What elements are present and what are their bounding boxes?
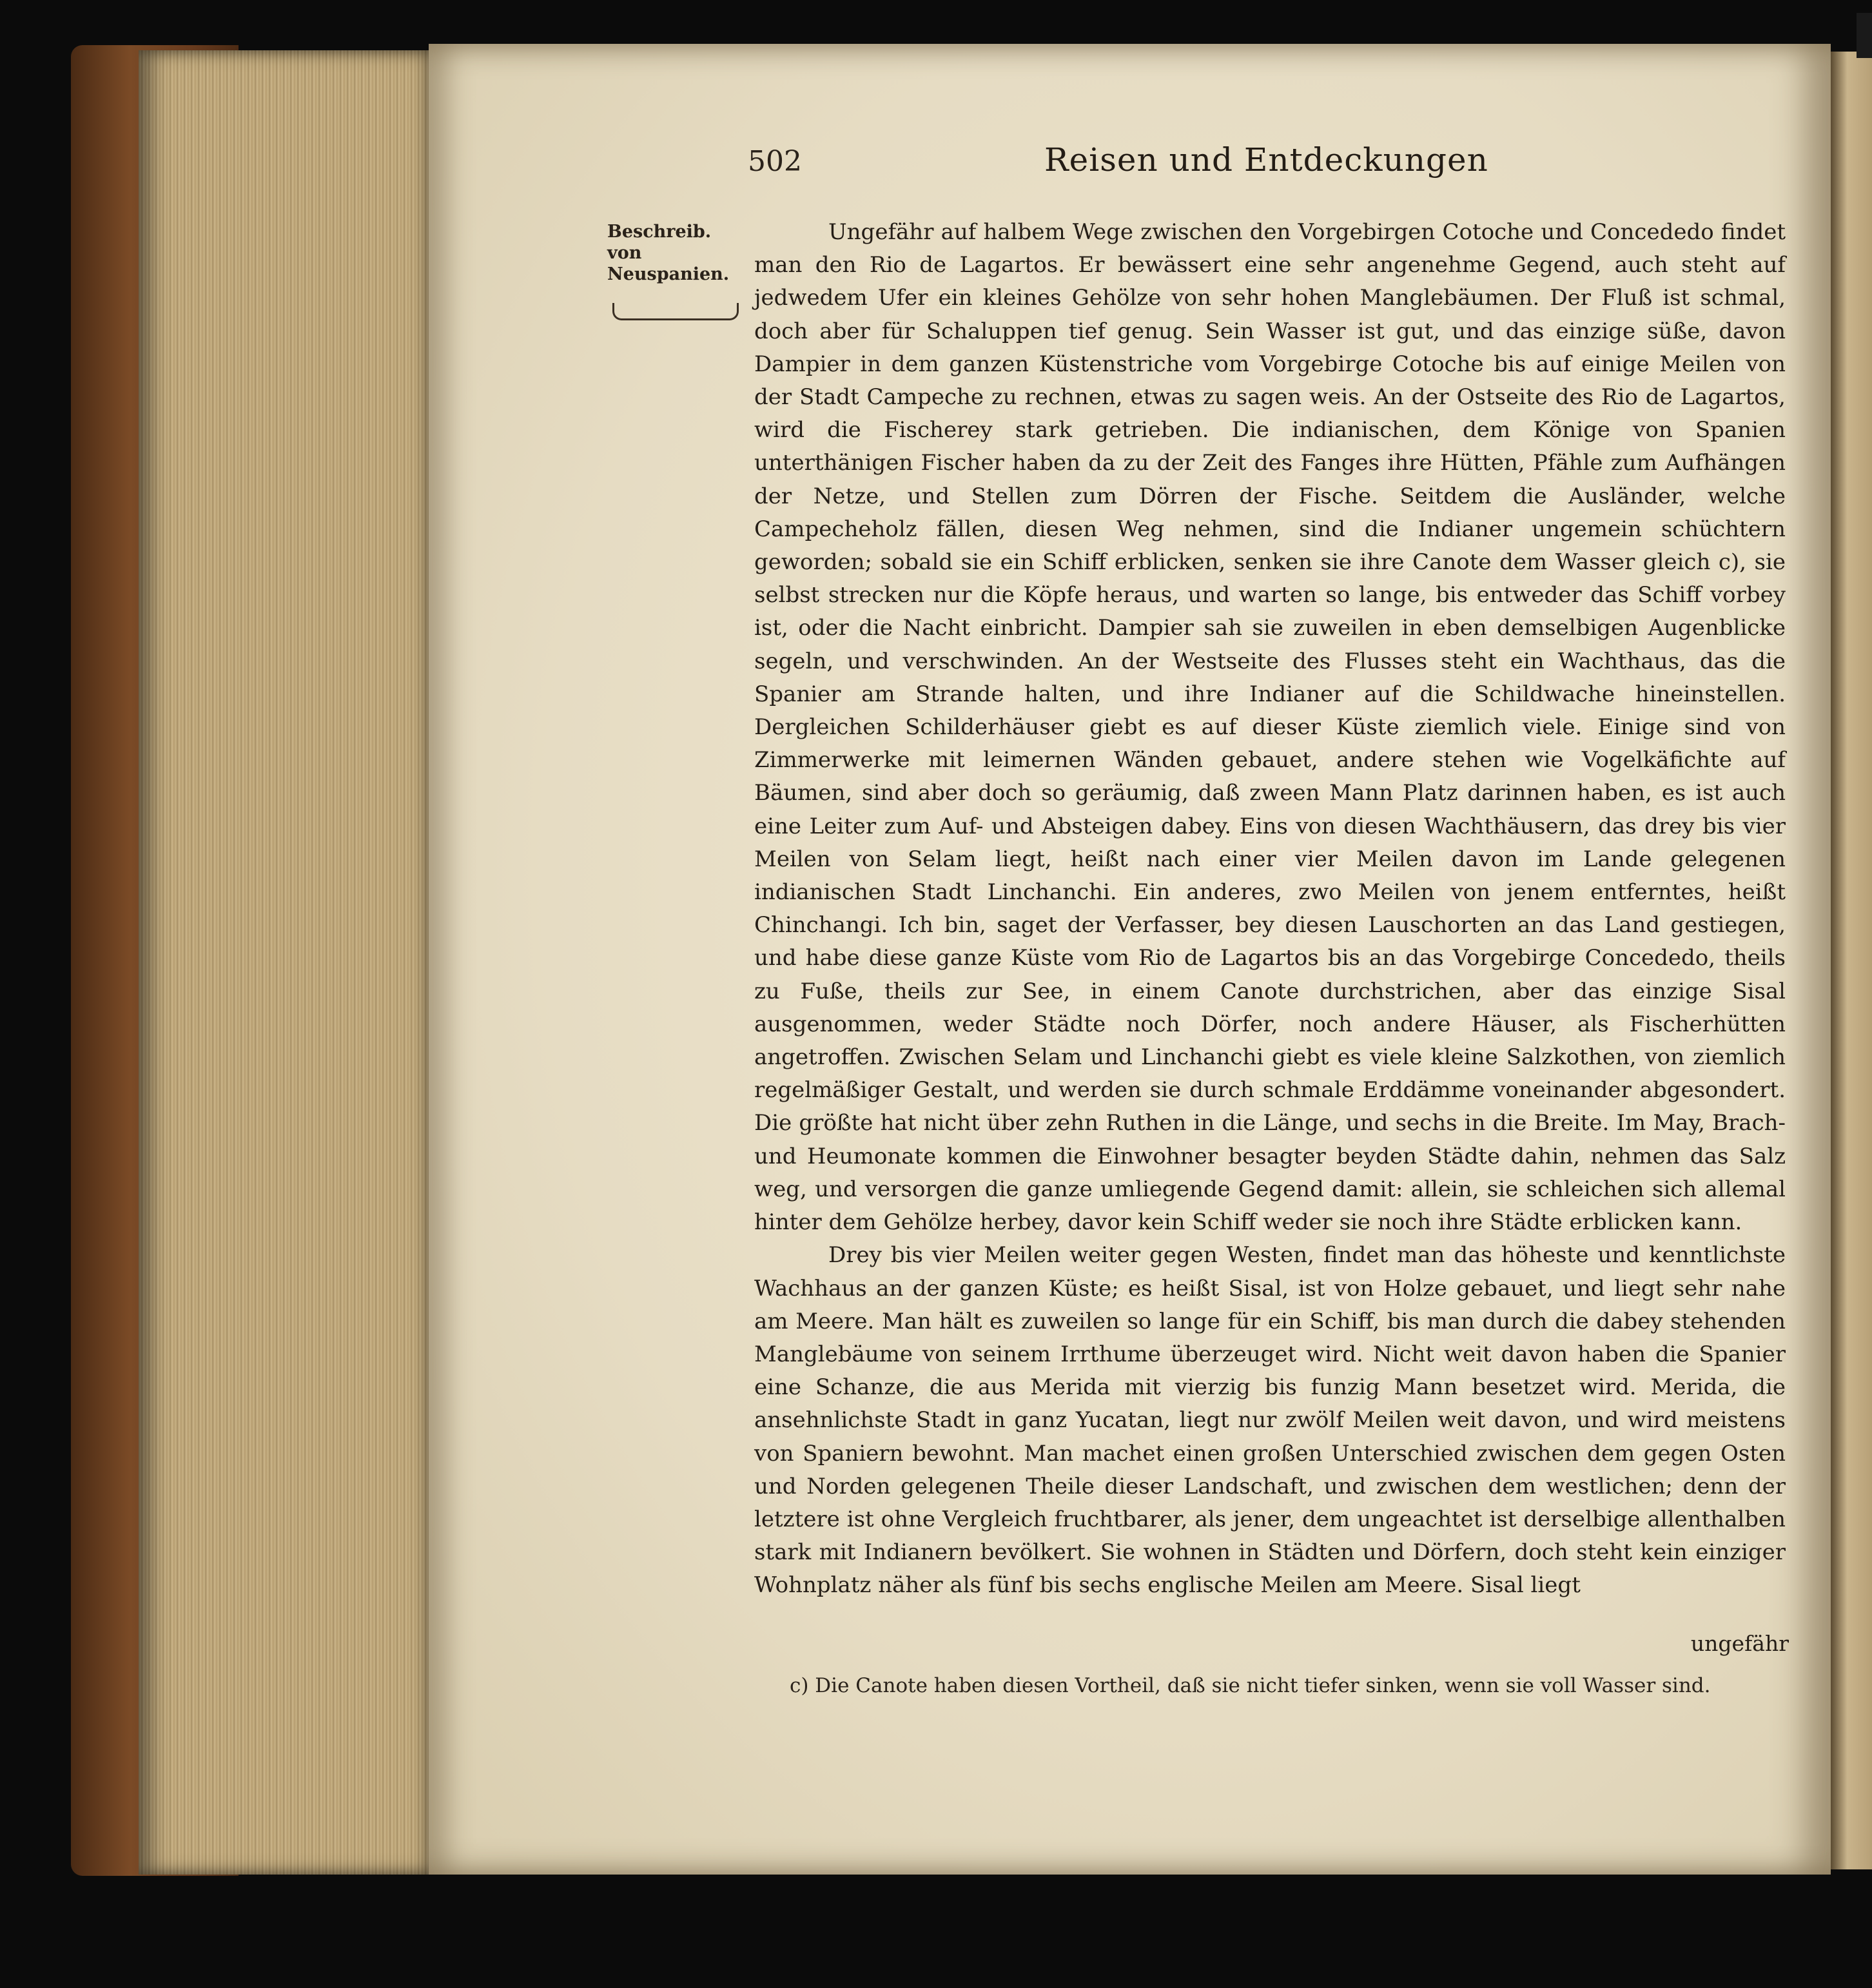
body-text: [754, 216, 1786, 1603]
paragraph-2: Drey bis vier Meilen weiter gegen Westen, findet man das höheste und kenntlichste Wachhaus an der ganzen Küste; es heißt Sisal, ist von Holze gebauet, und liegt sehr nahe am Meere. Man hält es zuweilen so lange für ein Schiff, bis man durch die dabey stehenden Manglebäume von seinem Irrthume überzeuget wird. Nicht weit davon haben die Spanier eine Schanze, die aus Merida mit vierzig bis funzig Mann besetzet wird. Merida, die ansehnlichste Stadt in ganz Yucatan, liegt nur zwölf Meilen weit davon, und wird meistens von Spaniern bewohnt. Man machet einen großen Unterschied zwischen dem gegen Osten und Norden gelegenen Theile dieser Landschaft, und zwischen dem westlichen; denn der letztere ist ohne Vergleich fruchtbarer, als jener, dem ungeachtet ist derselbige allenthalben stark mit Indianern bevölkert. Sie wohnen in Städten und Dörfern, doch steht kein einziger Wohnplatz näher als fünf bis sechs englische Meilen am Meere. Sisal liegt: [754, 1242, 1786, 1599]
running-title: Reisen und Entdeckungen: [1044, 141, 1488, 179]
footnote: c) Die Canote haben diesen Vortheil, daß sie nicht tiefer sinken, wenn sie voll Wasser sind.: [790, 1674, 1711, 1697]
page-number: 502: [748, 145, 802, 178]
paragraph-1: Ungefähr auf halbem Wege zwischen den Vorgebirgen Cotoche und Concededo findet man den Rio de Lagartos. Er bewässert eine sehr angenehme Gegend, auch steht auf jedwedem Ufer ein kleines Gehölze von sehr hohen Manglebäumen. Der Fluß ist schmal, doch aber für Schaluppen tief genug. Sein Wasser ist gut, und das einzige süße, davon Dampier in dem ganzen Küstenstriche vom Vorgebirge Cotoche bis auf einige Meilen von der Stadt Campeche zu rechnen, etwas zu sagen weis. An der Ostseite des Rio de Lagartos, wird die Fischerey stark getrieben. Die indianischen, dem Könige von Spanien unterthänigen Fischer haben da zu der Zeit des Fanges ihre Hütten, Pfähle zum Aufhängen der Netze, und Stellen zum Dörren der Fische. Seitdem die Ausländer, welche Campecheholz fällen, diesen Weg nehmen, sind die Indianer ungemein schüchtern geworden; sobald sie ein Schiff erblicken, senken sie ihre Canote dem Wasser gleich c), sie selbst strecken nur die Köpfe heraus, und warten so lange, bis entweder das Schiff vorbey ist, oder die Nacht einbricht. Dampier sah sie zuweilen in eben demselbigen Augenblicke segeln, und verschwinden. An der Westseite des Flusses steht ein Wachthaus, das die Spanier am Strande halten, und ihre Indianer auf die Schildwache hineinstellen. Dergleichen Schilderhäuser giebt es auf dieser Küste ziemlich viele. Einige sind von Zimmerwerke mit leimernen Wänden gebauet, andere stehen wie Vogelkäfichte auf Bäumen, sind aber doch so geräumig, daß zween Mann Platz darinnen haben, es ist auch eine Leiter zum Auf- und Absteigen dabey. Eins von diesen Wachthäusern, das drey bis vier Meilen von Selam liegt, heißt nach einer vier Meilen davon im Lande gelegenen indianischen Stadt Linchanchi. Ein anderes, zwo Meilen von jenem entferntes, heißt Chinchangi. Ich bin, saget der Verfasser, bey diesen Lauschorten an das Land gestiegen, und habe diese ganze Küste vom Rio de Lagartos bis an das Vorgebirge Concededo, theils zu Fuße, theils zur See, in einem Canote durchstrichen, aber das einzige Sisal ausgenommen, weder Städte noch Dörfer, noch andere Häuser, als Fischerhütten angetroffen. Zwischen Selam und Linchanchi giebt es viele kleine Salzkothen, von ziemlich regelmäßiger Gestalt, und werden sie durch schmale Erddämme voneinander abgesondert. Die größte hat nicht über zehn Ruthen in die Länge, und sechs in die Breite. Im May, Brach- und Heumonate kommen die Einwohner besagter beyden Städte dahin, nehmen das Salz weg, und versorgen die ganze umliegende Gegend damit: allein, sie schleichen sich allemal hinter dem Gehölze herbey, davor kein Schiff weder sie noch ihre Städte erblicken kann.: [754, 219, 1786, 1236]
page-header: [748, 141, 1488, 197]
next-page-edge: [1831, 52, 1872, 1869]
page-edges: [139, 50, 432, 1875]
margin-note: Beschreib. von Neuspanien.: [607, 222, 730, 284]
corner-mark: [1857, 13, 1872, 58]
margin-brace: [612, 303, 739, 320]
catchword: ungefähr: [1690, 1631, 1789, 1656]
